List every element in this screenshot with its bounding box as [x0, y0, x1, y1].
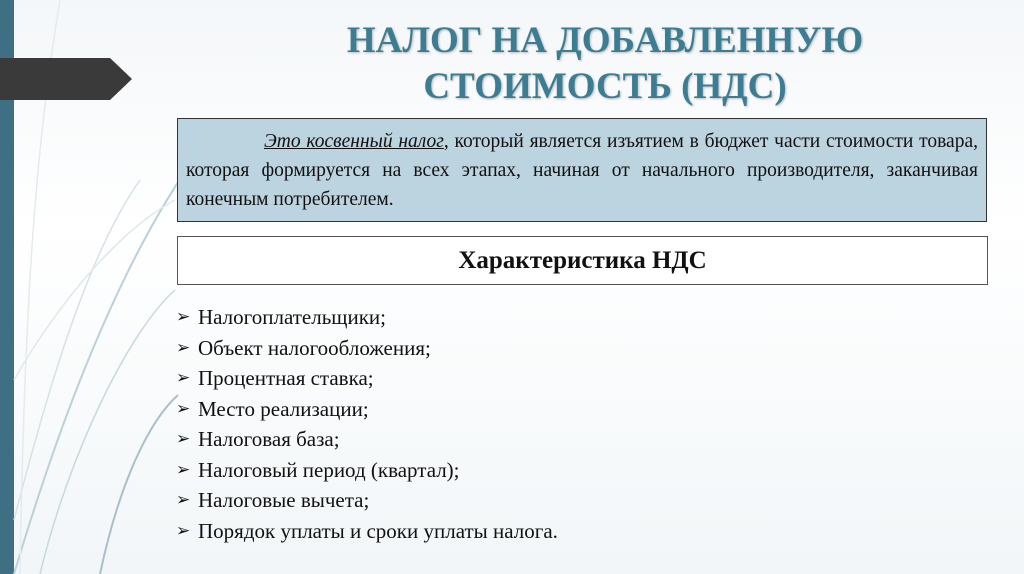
definition-text: , который является изъятием в бюджет части стоимости товара, которая формируется на всех этапах, начиная от начального производителя, заканчивая конечным потребителем. — [186, 131, 978, 210]
list-item: ➢ Порядок уплаты и сроки уплаты налога. — [176, 516, 558, 547]
definition-term: Это косвенный налог — [264, 131, 444, 152]
list-item: ➢ Налоговые вычета; — [176, 485, 558, 516]
arrow-bullet-icon: ➢ — [176, 398, 191, 419]
characteristics-heading: Характеристика НДС — [177, 236, 988, 285]
characteristics-list — [176, 302, 558, 546]
title-line-1: НАЛОГ НА ДОБАВЛЕННУЮ — [346, 20, 864, 61]
list-item: ➢ Налоговая база; — [176, 424, 558, 455]
arrow-bullet-icon: ➢ — [176, 368, 191, 388]
list-item: ➢ Процентная ставка; — [176, 363, 558, 394]
list-item: ➢ Место реализации; — [176, 394, 558, 425]
list-item: ➢ Налогоплательщики; — [176, 302, 558, 333]
slide-title — [260, 18, 950, 110]
arrow-bullet-icon: ➢ — [176, 520, 191, 541]
arrow-tab-shape — [0, 58, 132, 100]
list-item: ➢ Налоговый период (квартал); — [176, 455, 558, 486]
arrow-bullet-icon: ➢ — [176, 429, 191, 449]
title-line-2: СТОИМОСТЬ (НДС) — [423, 66, 787, 107]
arrow-bullet-icon: ➢ — [176, 337, 191, 358]
definition-box — [177, 118, 987, 222]
list-item: ➢ Объект налогообложения; — [176, 333, 558, 364]
arrow-bullet-icon: ➢ — [176, 490, 191, 510]
arrow-bullet-icon: ➢ — [176, 459, 191, 480]
arrow-bullet-icon: ➢ — [176, 307, 191, 327]
